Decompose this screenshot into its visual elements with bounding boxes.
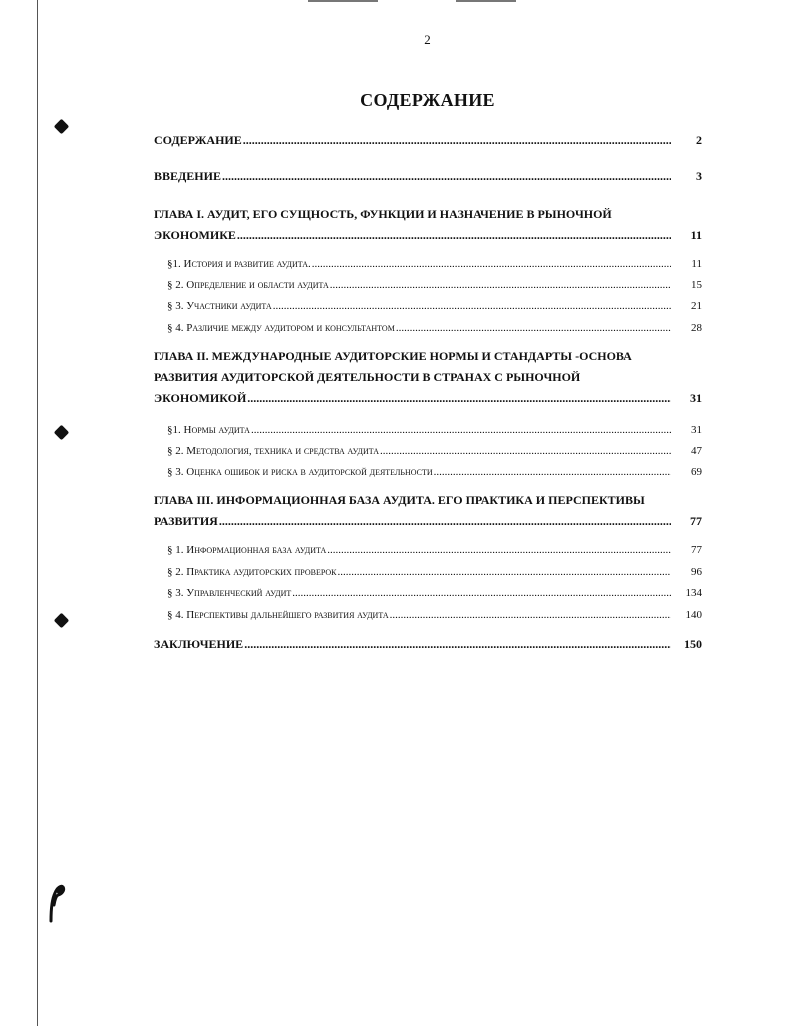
toc-entry-page-number: 31 bbox=[691, 424, 702, 436]
toc-entry-row bbox=[167, 254, 702, 275]
toc-entry-chapter-2[interactable] bbox=[154, 346, 702, 409]
dot-leader bbox=[219, 511, 671, 532]
toc-entry-title-line: ГЛАВА II. МЕЖДУНАРОДНЫЕ АУДИТОРСКИЕ НОРМЫ И СТАНДАРТЫ -ОСНОВА bbox=[154, 349, 632, 363]
dot-leader bbox=[292, 583, 671, 604]
toc-entry-page-number: 96 bbox=[691, 566, 702, 578]
toc-entry-page-number: 31 bbox=[690, 391, 702, 405]
toc-entry-title: § 4. Различие между аудитором и консультантом bbox=[167, 322, 395, 334]
toc-entry-title: ЭКОНОМИКЕ bbox=[154, 228, 236, 242]
binder-hole-mark bbox=[54, 613, 70, 629]
toc-entry-title-line: РАЗВИТИЯ АУДИТОРСКОЙ ДЕЯТЕЛЬНОСТИ В СТРАНАХ С РЫНОЧНОЙ bbox=[154, 370, 581, 384]
toc-entry-title: §1. История и развитие аудита. bbox=[167, 258, 311, 270]
toc-entry-row bbox=[154, 634, 702, 655]
toc-entry-row bbox=[167, 562, 702, 583]
dot-leader bbox=[338, 562, 672, 583]
toc-entry-section-1-3[interactable] bbox=[167, 296, 702, 317]
dot-leader bbox=[327, 540, 671, 561]
dot-leader bbox=[390, 605, 671, 626]
binder-hole-mark bbox=[54, 119, 70, 135]
toc-entry-page-number: 47 bbox=[691, 445, 702, 457]
toc-entry-page-number: 15 bbox=[691, 279, 702, 291]
dot-leader bbox=[330, 275, 671, 296]
page-title: СОДЕРЖАНИЕ bbox=[360, 90, 495, 110]
toc-entry-row bbox=[167, 420, 702, 441]
toc-entry-section-3-4[interactable] bbox=[167, 605, 702, 626]
toc-entry-title: § 3. Управленческий аудит bbox=[167, 587, 292, 599]
toc-entry-page-number: 28 bbox=[691, 322, 702, 334]
toc-entry-chapter-1[interactable] bbox=[154, 204, 702, 246]
toc-entry-introduction[interactable] bbox=[154, 166, 702, 187]
toc-entry-section-3-3[interactable] bbox=[167, 583, 702, 604]
page-number: 2 bbox=[424, 32, 431, 47]
toc-entry-page-number: 21 bbox=[691, 300, 702, 312]
toc-entry-row bbox=[167, 296, 702, 317]
toc-entry-contents[interactable] bbox=[154, 130, 702, 151]
dot-leader bbox=[237, 225, 671, 246]
toc-entry-title: § 4. Перспективы дальнейшего развития аудита bbox=[167, 609, 389, 621]
dot-leader bbox=[251, 420, 671, 441]
toc-entry-title: § 2. Практика аудиторских проверок bbox=[167, 566, 337, 578]
toc-entry-page-number: 2 bbox=[696, 133, 702, 147]
toc-entry-row bbox=[154, 511, 702, 532]
toc-entry-title: § 3. Участники аудита bbox=[167, 300, 272, 312]
toc-entry-page-number: 11 bbox=[691, 258, 702, 270]
binder-hole-mark bbox=[54, 425, 70, 441]
toc-entry-title: § 2. Определение и области аудита bbox=[167, 279, 329, 291]
toc-entry-page-number: 69 bbox=[691, 466, 702, 478]
dot-leader bbox=[273, 296, 671, 317]
toc-entry-section-2-3[interactable] bbox=[167, 462, 702, 483]
toc-entry-section-2-2[interactable] bbox=[167, 441, 702, 462]
scan-top-mark bbox=[308, 0, 378, 2]
toc-entry-row bbox=[167, 462, 702, 483]
toc-entry-row bbox=[167, 540, 702, 561]
toc-entry-row bbox=[167, 605, 702, 626]
toc-entry-page-number: 150 bbox=[684, 637, 702, 651]
toc-entry-row bbox=[154, 166, 702, 187]
toc-entry-title: §1. Нормы аудита bbox=[167, 424, 250, 436]
toc-entry-section-1-4[interactable] bbox=[167, 318, 702, 339]
toc-entry-title: ЭКОНОМИКОЙ bbox=[154, 391, 247, 405]
toc-entry-page-number: 77 bbox=[690, 514, 702, 528]
toc-entry-row bbox=[167, 583, 702, 604]
toc-entry-title: СОДЕРЖАНИЕ bbox=[154, 133, 242, 147]
toc-entry-section-3-2[interactable] bbox=[167, 562, 702, 583]
toc-entry-page-number: 134 bbox=[685, 587, 702, 599]
scan-edge-line bbox=[37, 0, 38, 1026]
toc-entry-row bbox=[167, 318, 702, 339]
toc-entry-section-3-1[interactable] bbox=[167, 540, 702, 561]
toc-entry-row bbox=[154, 225, 702, 246]
dot-leader bbox=[222, 166, 671, 187]
toc-entry-page-number: 11 bbox=[690, 228, 702, 242]
toc-entry-title-line: ГЛАВА III. ИНФОРМАЦИОННАЯ БАЗА АУДИТА. ЕГО ПРАКТИКА И ПЕРСПЕКТИВЫ bbox=[154, 493, 645, 507]
scan-smudge-mark bbox=[45, 883, 67, 923]
toc-entry-title: § 2. Методология, техника и средства аудита bbox=[167, 445, 379, 457]
dot-leader bbox=[380, 441, 671, 462]
toc-entry-page-number: 3 bbox=[696, 169, 702, 183]
toc-entry-section-2-1[interactable] bbox=[167, 420, 702, 441]
toc-entry-title-line: ГЛАВА I. АУДИТ, ЕГО СУЩНОСТЬ, ФУНКЦИИ И НАЗНАЧЕНИЕ В РЫНОЧНОЙ bbox=[154, 207, 612, 221]
toc-entry-title: РАЗВИТИЯ bbox=[154, 514, 218, 528]
toc-entry-title: § 1. Информационная база аудита bbox=[167, 544, 327, 556]
toc-entry-conclusion[interactable] bbox=[154, 634, 702, 655]
dot-leader bbox=[434, 462, 671, 483]
dot-leader bbox=[244, 634, 671, 655]
toc-entry-row bbox=[167, 441, 702, 462]
dot-leader bbox=[312, 254, 671, 275]
toc-entry-section-1-2[interactable] bbox=[167, 275, 702, 296]
toc-entry-row bbox=[154, 388, 702, 409]
dot-leader bbox=[247, 388, 671, 409]
toc-entry-title: ВВЕДЕНИЕ bbox=[154, 169, 221, 183]
toc-entry-title: § 3. Оценка ошибок и риска в аудиторской деятельности bbox=[167, 466, 433, 478]
toc-entry-page-number: 140 bbox=[685, 609, 702, 621]
toc-entry-row bbox=[154, 130, 702, 151]
toc-entry-page-number: 77 bbox=[691, 544, 702, 556]
scan-top-mark bbox=[456, 0, 516, 2]
toc-entry-row bbox=[167, 275, 702, 296]
toc-entry-title: ЗАКЛЮЧЕНИЕ bbox=[154, 637, 244, 651]
toc-entry-section-1-1[interactable] bbox=[167, 254, 702, 275]
dot-leader bbox=[396, 318, 671, 339]
dot-leader bbox=[243, 130, 671, 151]
toc-entry-chapter-3[interactable] bbox=[154, 490, 702, 532]
